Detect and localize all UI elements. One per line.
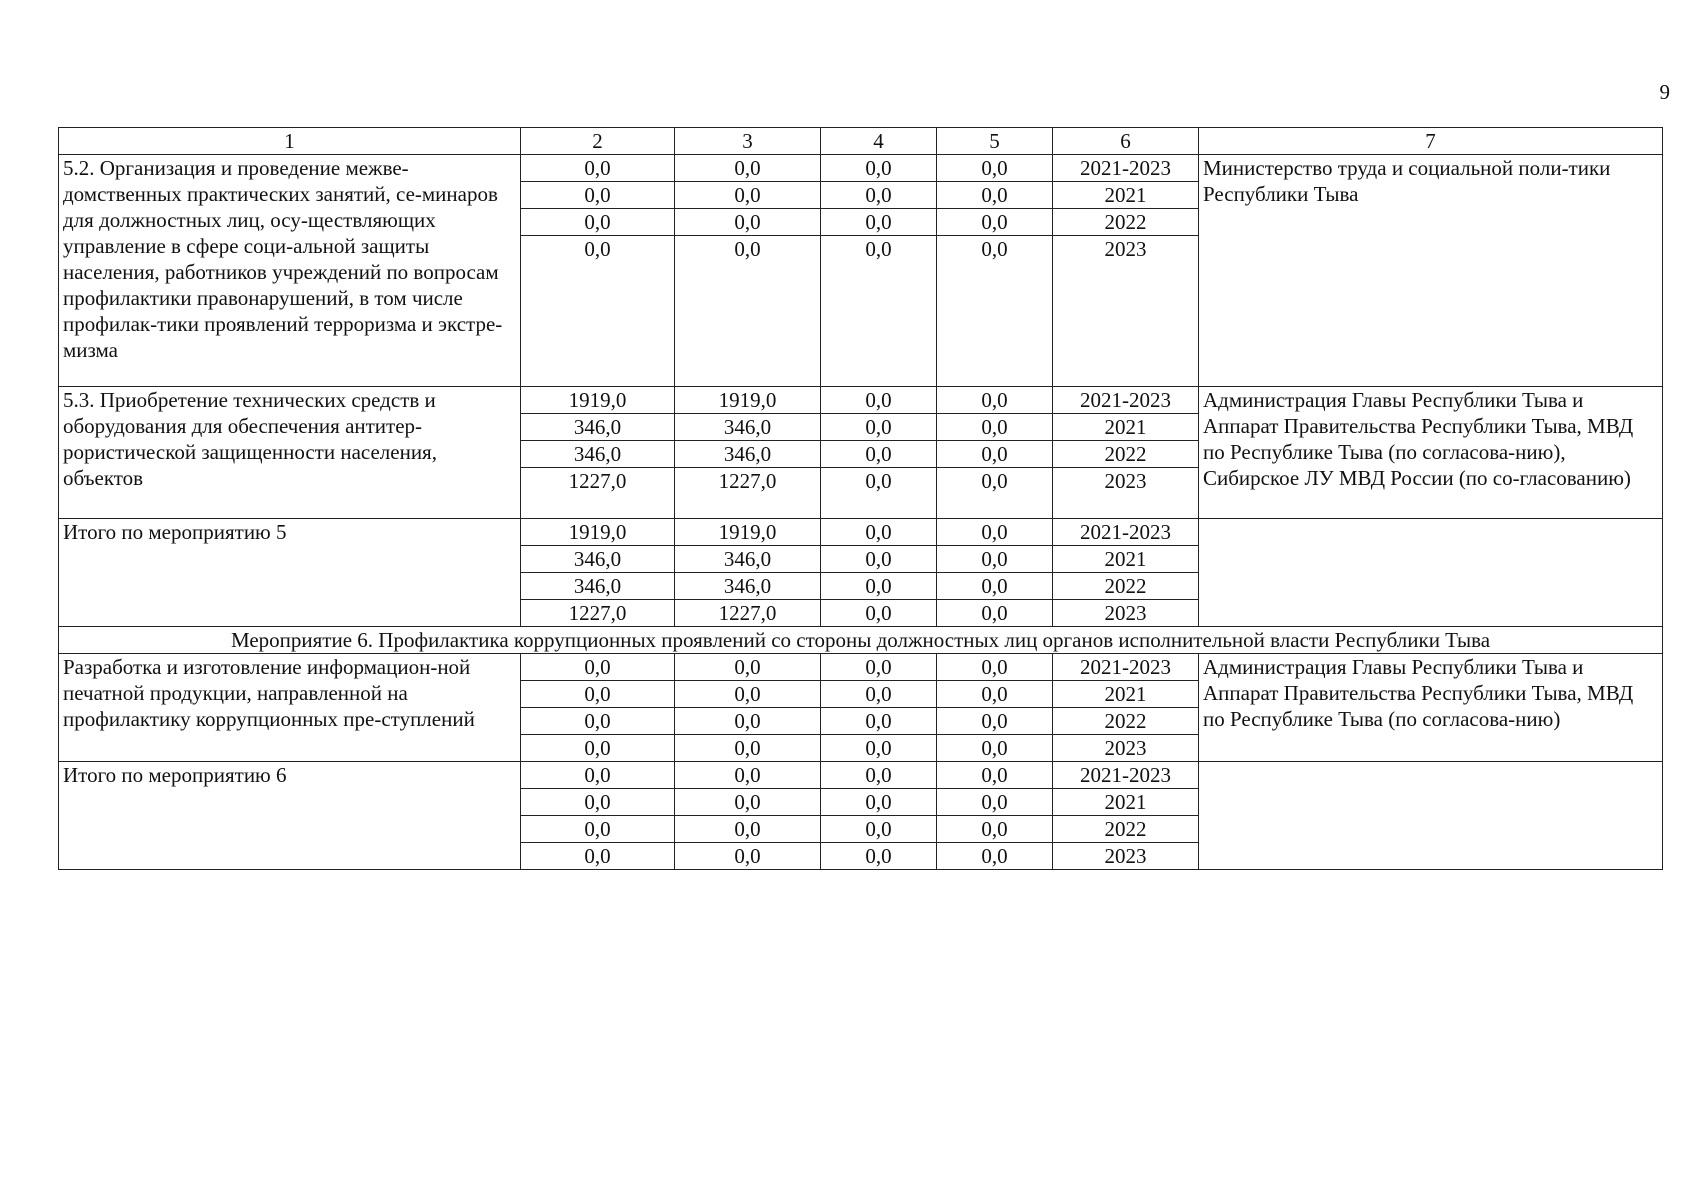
header-cell: 4 [821,128,937,155]
amount-cell: 0,0 [521,762,675,789]
amount-cell: 1919,0 [675,387,821,414]
responsible-executor: Администрация Главы Республики Тыва и Аппарат Правительства Республики Тыва, МВД по Республике Тыва (по согласова-нию) [1199,654,1663,762]
amount-cell: 0,0 [821,387,937,414]
header-cell: 7 [1199,128,1663,155]
amount-cell: 0,0 [937,816,1053,843]
amount-cell: 0,0 [675,209,821,236]
amount-cell: 0,0 [521,681,675,708]
amount-cell: 0,0 [821,441,937,468]
amount-cell: 0,0 [821,519,937,546]
amount-cell: 0,0 [675,654,821,681]
period-cell: 2023 [1053,600,1199,627]
amount-cell: 0,0 [521,236,675,387]
amount-cell: 0,0 [821,182,937,209]
amount-cell: 1919,0 [521,387,675,414]
amount-cell: 0,0 [821,762,937,789]
amount-cell: 0,0 [821,843,937,870]
amount-cell: 346,0 [675,546,821,573]
amount-cell: 0,0 [521,735,675,762]
amount-cell: 0,0 [937,789,1053,816]
amount-cell: 346,0 [521,414,675,441]
amount-cell: 0,0 [821,546,937,573]
amount-cell: 0,0 [937,654,1053,681]
amount-cell: 0,0 [937,573,1053,600]
amount-cell: 346,0 [521,546,675,573]
amount-cell: 1919,0 [521,519,675,546]
amount-cell: 0,0 [675,236,821,387]
responsible-executor: Администрация Главы Республики Тыва и Аппарат Правительства Республики Тыва, МВД по Республике Тыва (по согласова-нию), Сибирское ЛУ МВД России (по со-гласованию) [1199,387,1663,519]
amount-cell: 0,0 [937,468,1053,519]
amount-cell: 0,0 [821,600,937,627]
amount-cell: 1227,0 [675,468,821,519]
amount-cell: 0,0 [521,654,675,681]
amount-cell: 0,0 [821,708,937,735]
period-cell: 2021-2023 [1053,387,1199,414]
period-cell: 2022 [1053,209,1199,236]
amount-cell: 0,0 [937,519,1053,546]
header-cell: 6 [1053,128,1199,155]
period-cell: 2021-2023 [1053,654,1199,681]
period-cell: 2022 [1053,573,1199,600]
section-row [59,627,1663,654]
activity-description: Итого по мероприятию 6 [59,762,521,870]
amount-cell: 0,0 [937,546,1053,573]
activity-description: Итого по мероприятию 5 [59,519,521,627]
amount-cell: 0,0 [821,789,937,816]
amount-cell: 0,0 [937,155,1053,182]
amount-cell: 0,0 [521,708,675,735]
header-row [59,128,1663,155]
amount-cell: 0,0 [937,209,1053,236]
amount-cell: 0,0 [675,762,821,789]
period-cell: 2023 [1053,735,1199,762]
amount-cell: 0,0 [521,816,675,843]
table-row [59,519,1663,546]
amount-cell: 346,0 [675,414,821,441]
table-row [59,155,1663,182]
amount-cell: 346,0 [521,573,675,600]
amount-cell: 0,0 [937,708,1053,735]
amount-cell: 0,0 [821,414,937,441]
activity-description: 5.3. Приобретение технических средств и оборудования для обеспечения антитер-рористической защищенности населения, объектов [59,387,521,519]
amount-cell: 0,0 [675,681,821,708]
period-cell: 2021-2023 [1053,155,1199,182]
period-cell: 2022 [1053,816,1199,843]
amount-cell: 0,0 [675,789,821,816]
header-cell: 2 [521,128,675,155]
activity-description: Разработка и изготовление информацион-ной печатной продукции, направленной на профилактику коррупционных пре-ступлений [59,654,521,762]
table-row [59,387,1663,414]
amount-cell: 0,0 [821,209,937,236]
amount-cell: 1227,0 [675,600,821,627]
period-cell: 2023 [1053,236,1199,387]
amount-cell: 0,0 [821,573,937,600]
amount-cell: 0,0 [937,600,1053,627]
amount-cell: 0,0 [937,182,1053,209]
amount-cell: 0,0 [821,468,937,519]
period-cell: 2022 [1053,708,1199,735]
amount-cell: 0,0 [937,762,1053,789]
period-cell: 2021-2023 [1053,762,1199,789]
responsible-executor: Министерство труда и социальной поли-тики Республики Тыва [1199,155,1663,387]
responsible-executor [1199,762,1663,870]
amount-cell: 0,0 [821,155,937,182]
period-cell: 2022 [1053,441,1199,468]
amount-cell: 0,0 [675,816,821,843]
amount-cell: 0,0 [675,708,821,735]
amount-cell: 0,0 [821,236,937,387]
amount-cell: 0,0 [521,789,675,816]
amount-cell: 0,0 [937,414,1053,441]
period-cell: 2023 [1053,843,1199,870]
amount-cell: 0,0 [675,182,821,209]
amount-cell: 0,0 [937,735,1053,762]
amount-cell: 346,0 [675,441,821,468]
amount-cell: 346,0 [521,441,675,468]
responsible-executor [1199,519,1663,627]
amount-cell: 0,0 [937,681,1053,708]
amount-cell: 346,0 [675,573,821,600]
amount-cell: 0,0 [521,209,675,236]
amount-cell: 0,0 [821,681,937,708]
amount-cell: 1227,0 [521,600,675,627]
amount-cell: 0,0 [937,236,1053,387]
header-cell: 5 [937,128,1053,155]
amount-cell: 0,0 [521,155,675,182]
amount-cell: 0,0 [937,387,1053,414]
header-cell: 1 [59,128,521,155]
activity-description: 5.2. Организация и проведение межве-домственных практических занятий, се-минаров для должностных лиц, осу-ществляющих управление в сфере соци-альной защиты населения, работников учреждений по вопросам профилактики правонарушений, в том числе профилак-тики проявлений терроризма и экстре-мизма [59,155,521,387]
amount-cell: 0,0 [521,182,675,209]
period-cell: 2021-2023 [1053,519,1199,546]
amount-cell: 0,0 [937,441,1053,468]
amount-cell: 0,0 [521,843,675,870]
period-cell: 2021 [1053,182,1199,209]
section-title: Мероприятие 6. Профилактика коррупционных проявлений со стороны должностных лиц органов исполнительной власти Республики Тыва [59,627,1663,654]
period-cell: 2021 [1053,546,1199,573]
table-body [59,155,1663,870]
amount-cell: 0,0 [821,654,937,681]
amount-cell: 0,0 [675,735,821,762]
period-cell: 2023 [1053,468,1199,519]
amount-cell: 0,0 [937,843,1053,870]
table-row [59,654,1663,681]
table-row [59,762,1663,789]
amount-cell: 0,0 [821,816,937,843]
amount-cell: 1919,0 [675,519,821,546]
header-cell: 3 [675,128,821,155]
period-cell: 2021 [1053,789,1199,816]
program-table [58,127,1663,870]
amount-cell: 1227,0 [521,468,675,519]
amount-cell: 0,0 [675,843,821,870]
amount-cell: 0,0 [821,735,937,762]
amount-cell: 0,0 [675,155,821,182]
page-number: 9 [1659,80,1670,104]
period-cell: 2021 [1053,414,1199,441]
period-cell: 2021 [1053,681,1199,708]
